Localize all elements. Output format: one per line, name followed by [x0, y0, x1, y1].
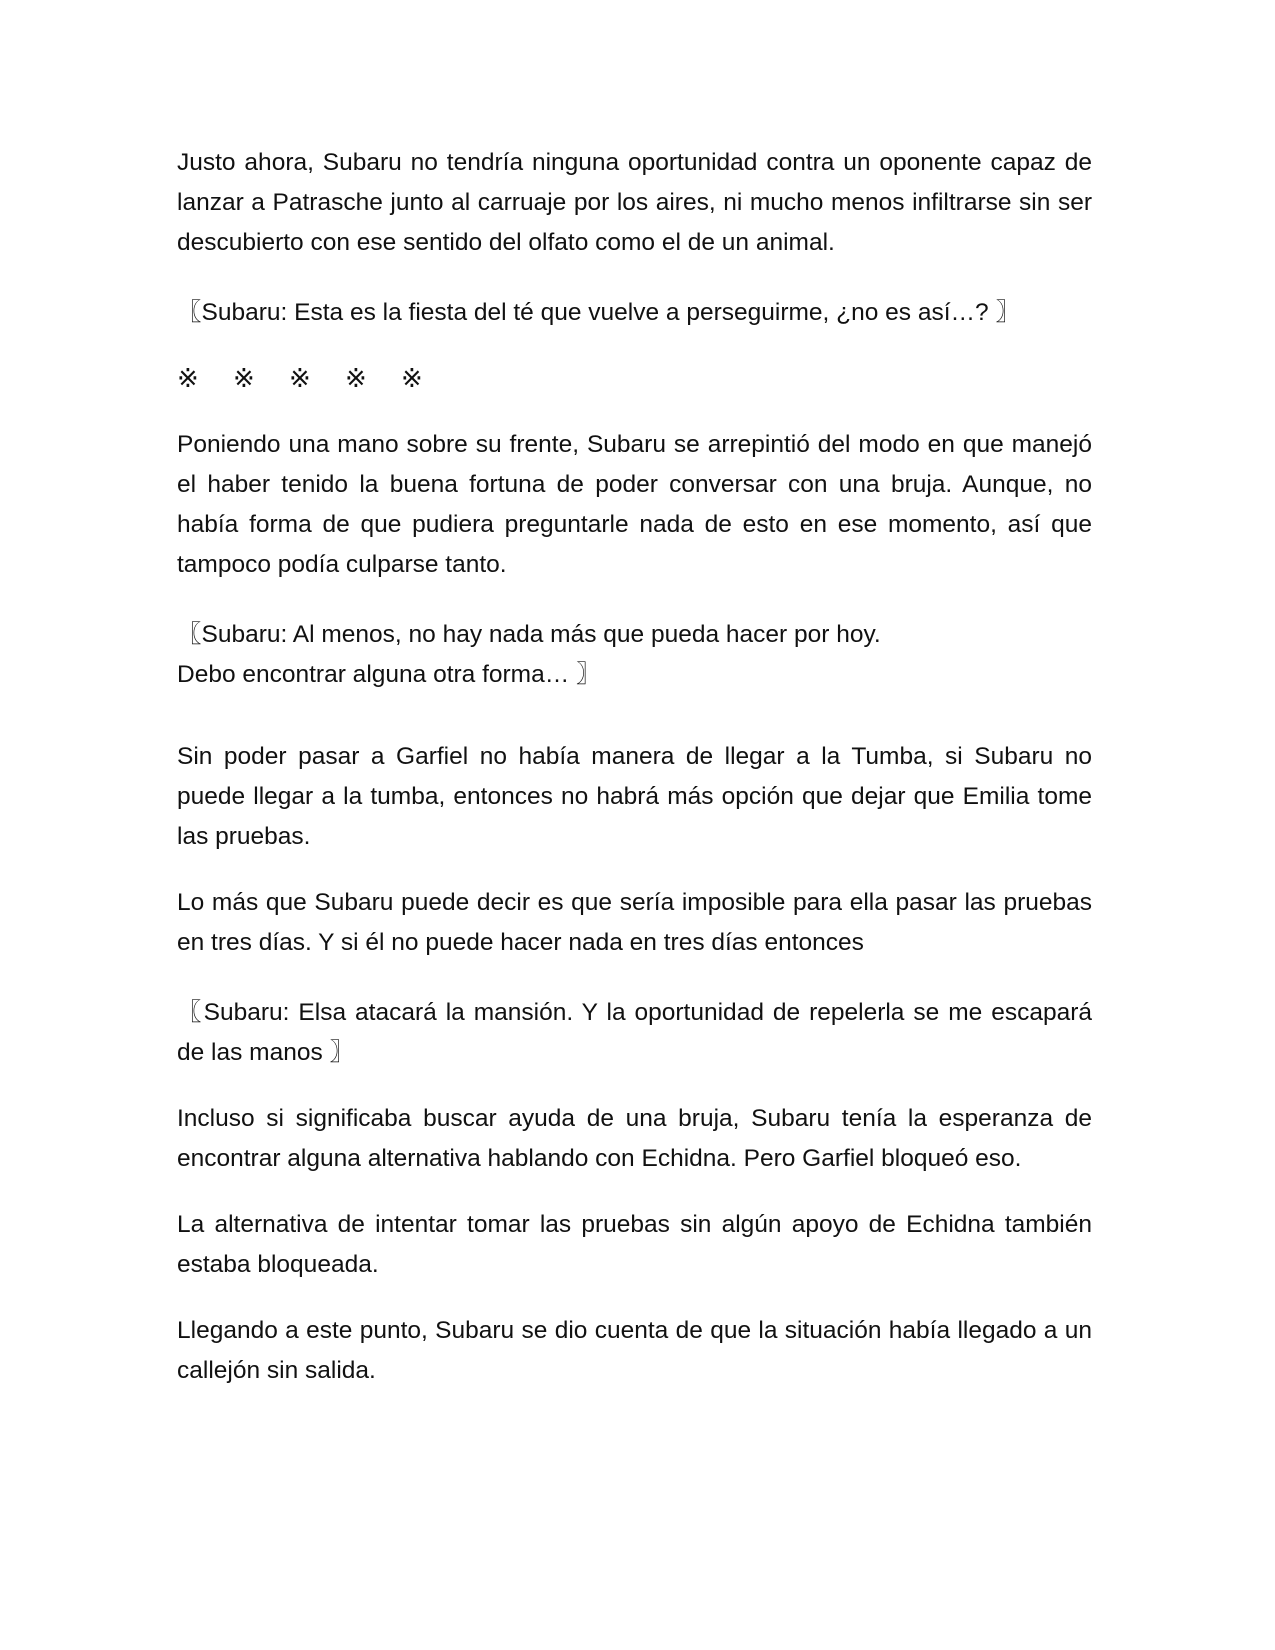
paragraph-7: Llegando a este punto, Subaru se dio cuenta de que la situación había llegado a un callejón sin salida. — [177, 1317, 1092, 1384]
separator-mark: ※ — [289, 364, 311, 394]
separator-mark: ※ — [401, 364, 423, 394]
dialogue-2-line-1: 〖Subaru: Al menos, no hay nada más que pueda hacer por hoy. — [177, 621, 881, 648]
paragraph-1: Justo ahora, Subaru no tendría ninguna oportunidad contra un oponente capaz de lanzar a Patrasche junto al carruaje por los aires, ni mucho menos infiltrarse sin ser descubierto con ese sentido del olfato como el de un animal. — [177, 149, 1092, 256]
separator-mark: ※ — [177, 364, 199, 394]
text-body — [177, 143, 1092, 1391]
paragraph-3: Sin poder pasar a Garfiel no había manera de llegar a la Tumba, si Subaru no puede llegar a la tumba, entonces no habrá más opción que dejar que Emilia tome las pruebas. — [177, 743, 1092, 850]
separator-mark: ※ — [233, 364, 255, 394]
dialogue-1: 〖Subaru: Esta es la fiesta del té que vuelve a perseguirme, ¿no es así…? 〗 — [177, 299, 1020, 326]
dialogue-2-line-2: Debo encontrar alguna otra forma… 〗 — [177, 661, 601, 688]
paragraph-5: Incluso si significaba buscar ayuda de una bruja, Subaru tenía la esperanza de encontrar alguna alternativa hablando con Echidna. Pero Garfiel bloqueó eso. — [177, 1105, 1092, 1172]
paragraph-6: La alternativa de intentar tomar las pruebas sin algún apoyo de Echidna también estaba bloqueada. — [177, 1211, 1092, 1278]
separator-mark: ※ — [345, 364, 367, 394]
dialogue-3: 〖Subaru: Elsa atacará la mansión. Y la oportunidad de repelerla se me escapará de las manos 〗 — [177, 999, 1092, 1066]
paragraph-2: Poniendo una mano sobre su frente, Subaru se arrepintió del modo en que manejó el haber tenido la buena fortuna de poder conversar con una bruja. Aunque, no había forma de que pudiera preguntarle nada de esto en ese momento, así que tampoco podía culparse tanto. — [177, 431, 1092, 578]
scene-separator — [177, 359, 1092, 399]
paragraph-4: Lo más que Subaru puede decir es que sería imposible para ella pasar las pruebas en tres días. Y si él no puede hacer nada en tres días entonces — [177, 889, 1092, 956]
